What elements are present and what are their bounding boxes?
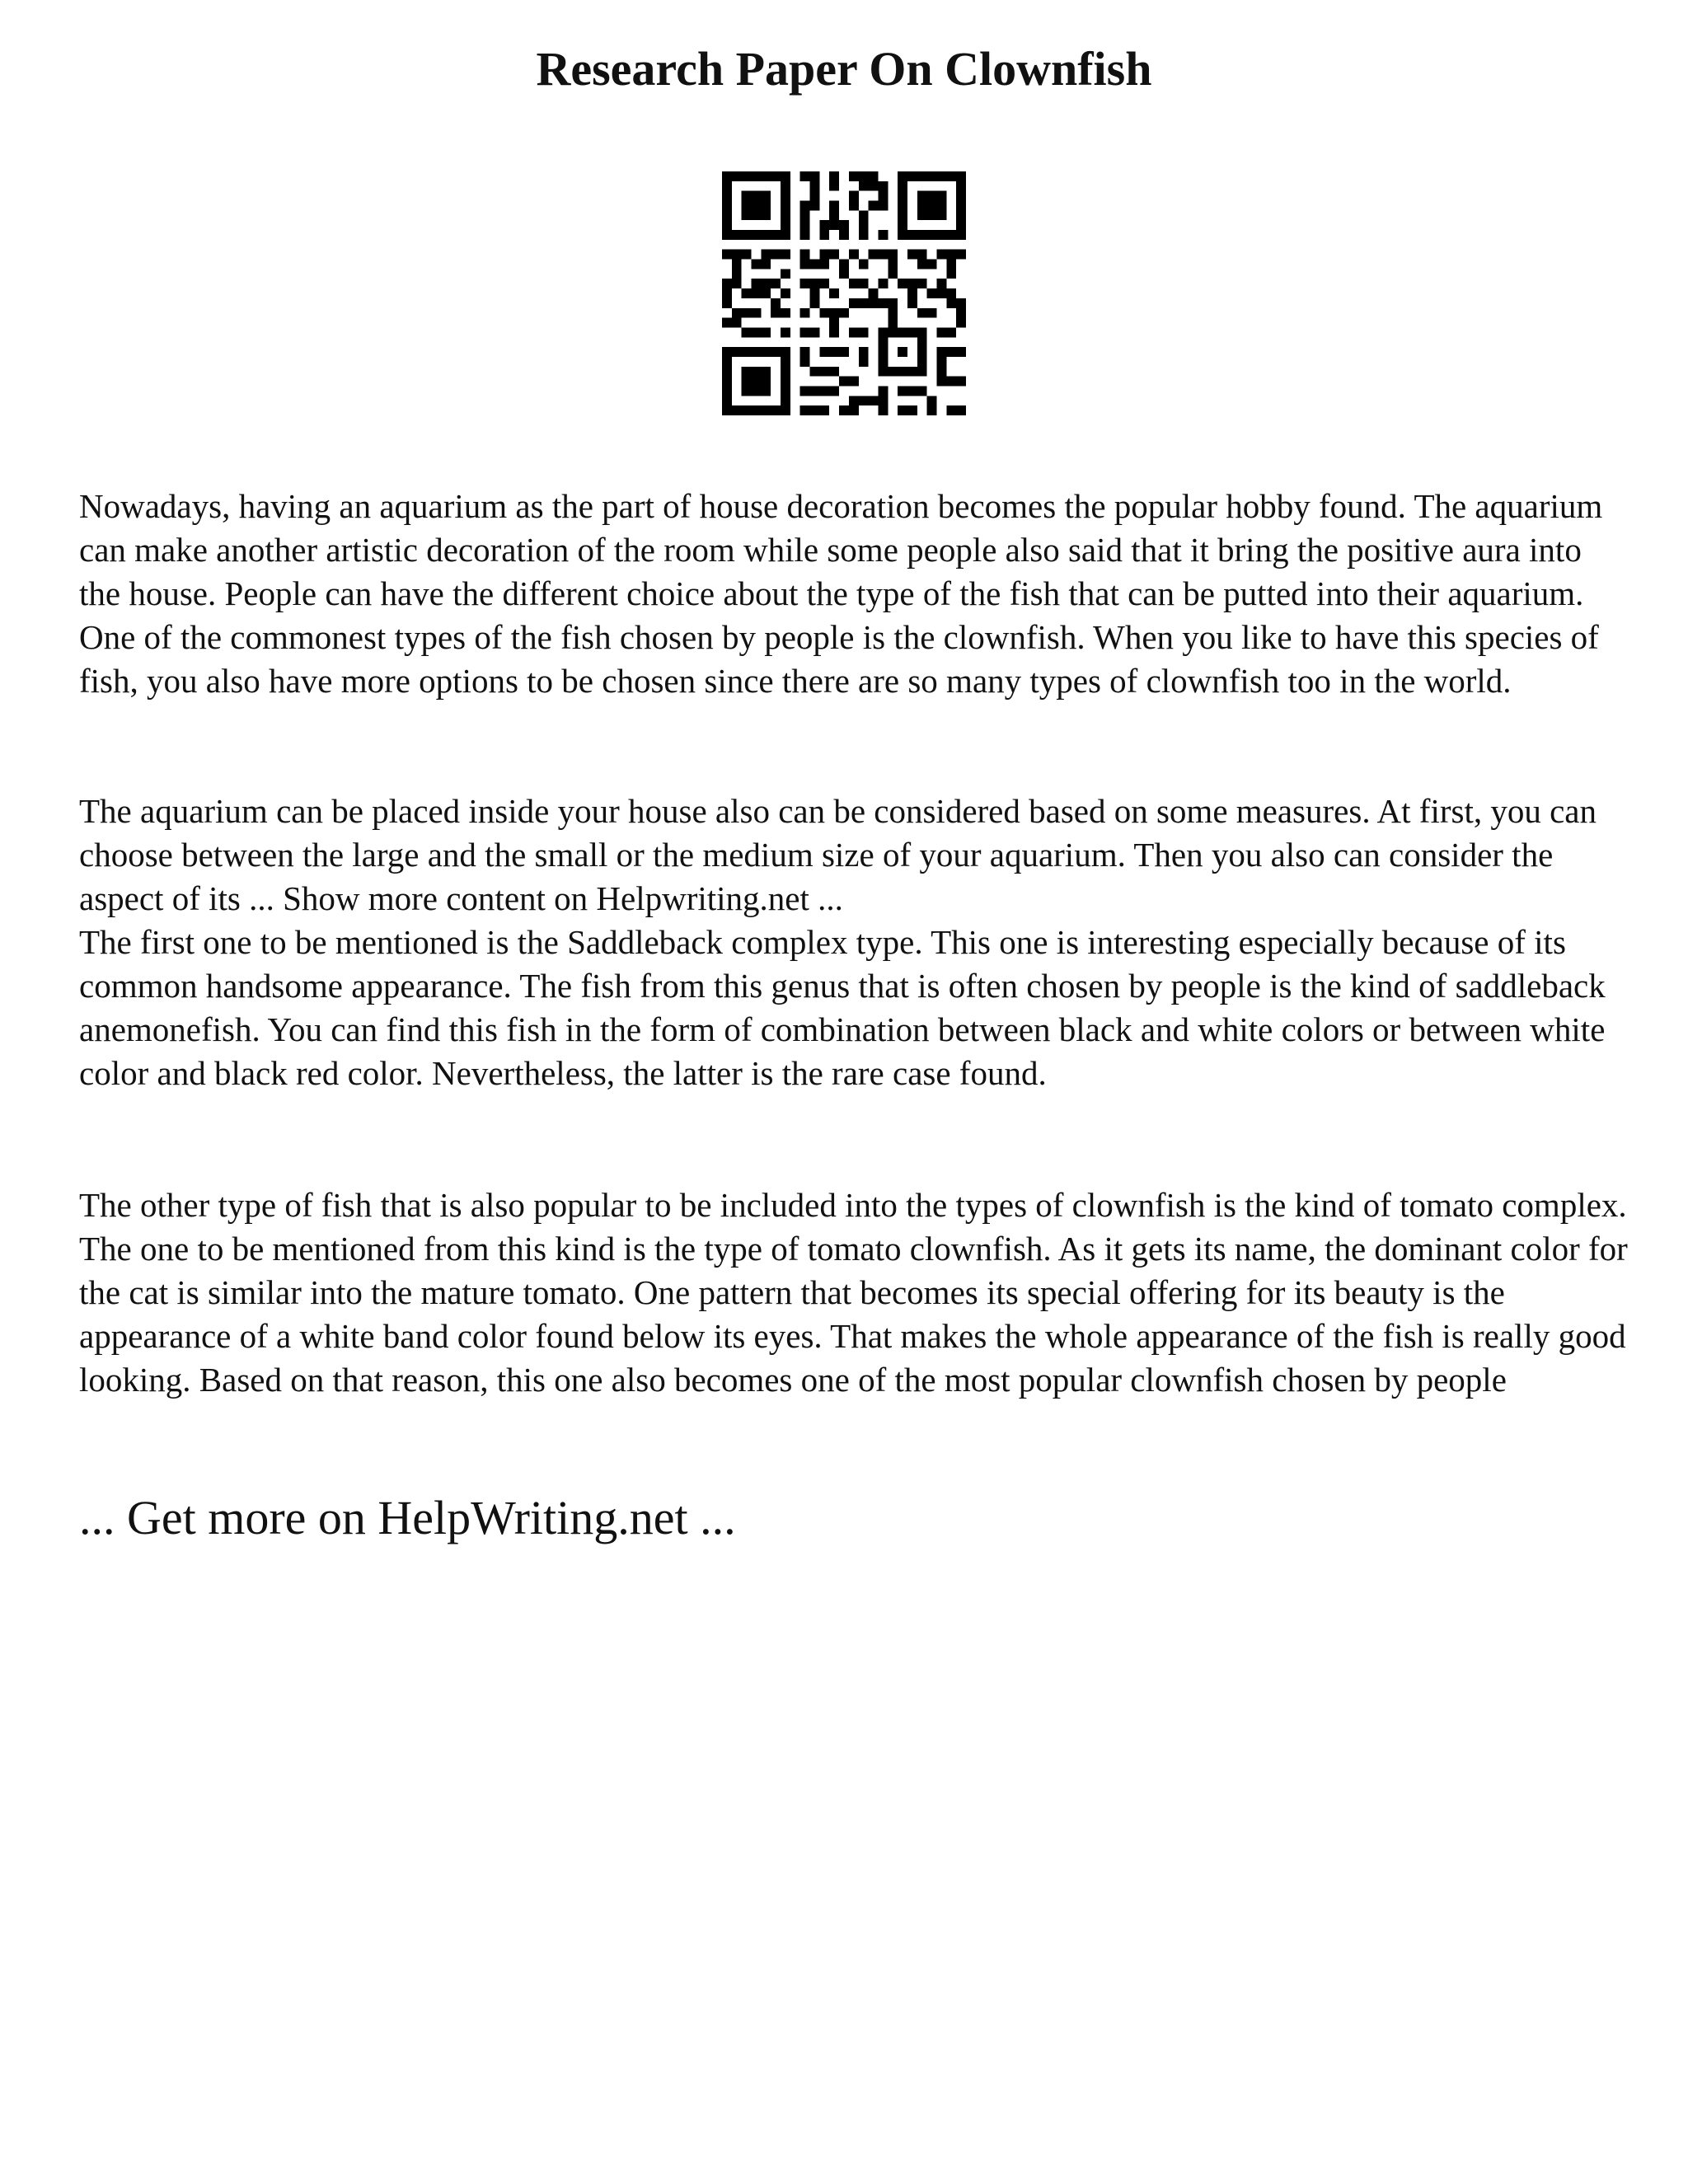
paragraph-saddleback bbox=[79, 921, 1629, 1095]
get-more-link[interactable]: ... Get more on HelpWriting.net ... bbox=[79, 1491, 736, 1544]
paragraph-text: The aquarium can be placed inside your house also can be considered based on some measures. At first, you can choose between the large and the small or the medium size of your aquarium. Then you also can consider the aspect of its ... Show more content on Helpwriting.net ... bbox=[79, 792, 1597, 917]
paragraph-tomato bbox=[79, 1183, 1629, 1402]
qr-code-icon bbox=[722, 171, 966, 415]
paragraph-text: The other type of fish that is also popular to be included into the types of clownfish is the kind of tomato complex. The one to be mentioned from this kind is the type of tomato clownfish. As it gets its name, the dominant color for the cat is similar into the mature tomato. One pattern that becomes its special offering for its beauty is the appearance of a white band color found below its eyes. That makes the whole appearance of the fish is really good looking. Based on that reason, this one also becomes one of the most popular clownfish chosen by people bbox=[79, 1186, 1628, 1399]
page-title: Research Paper On Clownfish bbox=[536, 42, 1152, 96]
paragraph-text: The first one to be mentioned is the Saddleback complex type. This one is interesting especially because of its common handsome appearance. The fish from this genus that is often chosen by people is the kind of saddleback anemonefish. You can find this fish in the form of combination between black and white colors or between white color and black red color. Nevertheless, the latter is the rare case found. bbox=[79, 923, 1606, 1092]
paragraph-aquarium bbox=[79, 790, 1629, 921]
paragraph-text: Nowadays, having an aquarium as the part of house decoration becomes the popular hobby found. The aquarium can make another artistic decoration of the room while some people also said that it bring the positive aura into the house. People can have the different choice about the type of the fish that can be putted into their aquarium. One of the commonest types of the fish chosen by people is the clownfish. When you like to have this species of fish, you also have more options to be chosen since there are so many types of clownfish too in the world. bbox=[79, 487, 1603, 700]
paragraph-intro bbox=[79, 485, 1629, 703]
